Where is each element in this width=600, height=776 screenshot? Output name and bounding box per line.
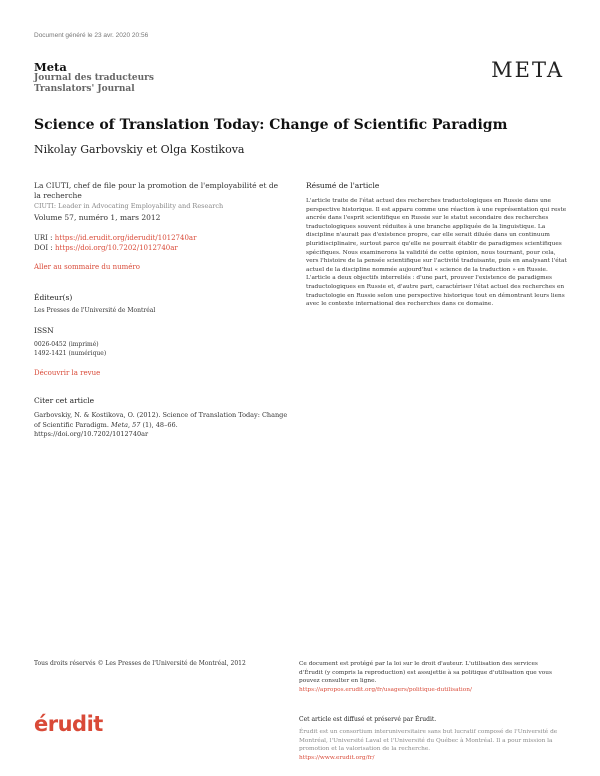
- copyright-notice: Tous droits réservés © Les Presses de l'Université de Montréal, 2012: [34, 660, 246, 667]
- article-identifiers: [34, 233, 196, 253]
- citation-text: [34, 411, 289, 440]
- usage-policy-link[interactable]: https://apropos.erudit.org/fr/usagers/politique-dutilisation/: [299, 686, 472, 693]
- journal-subtitle-fr: Journal des traducteurs: [34, 73, 154, 83]
- uri-label: URI :: [34, 234, 55, 242]
- journal-name: Meta: [34, 60, 67, 74]
- erudit-description: Érudit est un consortium interuniversitaire sans but lucratif composé de l'Université de Montréal, l'Université Laval et l'Université du Québec à Montréal. Il a pour mission la promotion et la valorisation de la recherche.: [299, 729, 558, 753]
- discover-journal-link[interactable]: Découvrir la revue: [34, 369, 101, 377]
- uri-link[interactable]: https://id.erudit.org/iderudit/1012740ar: [54, 234, 197, 242]
- usage-notice-text: Ce document est protégé par la loi sur le droit d'auteur. L'utilisation des services d'Érudit (y compris la reproduction) est assujettie à sa politique d'utilisation que vous pouvez consulter en ligne.: [299, 661, 552, 685]
- issn-heading: ISSN: [34, 326, 54, 335]
- meta-logo: META: [491, 58, 564, 82]
- citation-comma: ,: [127, 420, 133, 429]
- generated-date: Document généré le 23 avr. 2020 20:56: [34, 32, 149, 39]
- citation-volume: 57: [132, 420, 141, 429]
- journal-subtitle-en: Translators' Journal: [34, 84, 135, 94]
- editor-value: Les Presses de l'Université de Montréal: [34, 307, 156, 314]
- cite-heading: Citer cet article: [34, 396, 95, 405]
- issn-values: [34, 340, 106, 358]
- issue-title: La CIUTI, chef de file pour la promotion de l'employabilité et de la recherche: [34, 181, 279, 200]
- issue-subtitle: CIUTI: Leader in Advocating Employability and Research: [34, 202, 224, 210]
- abstract-text: L'article traite de l'état actuel des recherches traductologiques en Russie dans une perspective historique. Il est apparu comme une réaction à une représentation qui reste ancrée dans l'esprit scientifique en Russie sur le statut secondaire des recherches traductologiques souvent réduites à une branche appliquée de la linguistique. La discipline n'aurait pas d'existence propre, car elle serait diluée dans un continuum pluridisciplinaire, surtout parce qu'elle ne pourrait établir de paradigmes scientifiques spécifiques. Nous examinerons la validité de cette opinion, nous tournant, pour cela, vers l'histoire de la pensée scientifique sur l'activité traduisante, puis en analysant l'état actuel de la discipline nommée aujourd'hui « science de la traduction » en Russie. L'article a deux objectifs interreliés : d'une part, prouver l'existence de paradigmes traductologiques en Russie et, d'autre part, caractériser l'état actuel des recherches en traductologie en Russie selon une perspective historique tout en démontrant leurs liens avec le contexte international des recherches dans ce domaine.: [306, 198, 567, 308]
- usage-notice: [299, 660, 561, 694]
- issue-summary-link[interactable]: Aller au sommaire du numéro: [34, 263, 140, 271]
- citation-main: Garbovskiy, N. & Kostikova, O. (2012). Science of Translation Today: Change of Scientific Paradigm.: [34, 411, 288, 429]
- doi-label: DOI :: [34, 244, 55, 252]
- erudit-heading: Cet article est diffusé et préservé par Érudit.: [299, 716, 437, 723]
- issn-digital: 1492-1421 (numérique): [34, 350, 107, 357]
- editor-heading: Éditeur(s): [34, 293, 73, 302]
- abstract-heading: Résumé de l'article: [306, 181, 380, 190]
- erudit-logo: érudit: [34, 712, 103, 736]
- issue-volume: Volume 57, numéro 1, mars 2012: [34, 213, 161, 222]
- journal-subtitle: [34, 73, 154, 95]
- article-authors: Nikolay Garbovskiy et Olga Kostikova: [34, 143, 245, 156]
- citation-journal: Meta: [110, 420, 128, 429]
- issn-print: 0026-0452 (imprimé): [34, 341, 99, 348]
- doi-link[interactable]: https://doi.org/10.7202/1012740ar: [54, 244, 178, 252]
- article-title: Science of Translation Today: Change of Scientific Paradigm: [34, 117, 508, 133]
- erudit-link[interactable]: https://www.erudit.org/fr/: [299, 755, 375, 761]
- citation-end: (1), 48–66. https://doi.org/10.7202/1012740ar: [34, 420, 178, 438]
